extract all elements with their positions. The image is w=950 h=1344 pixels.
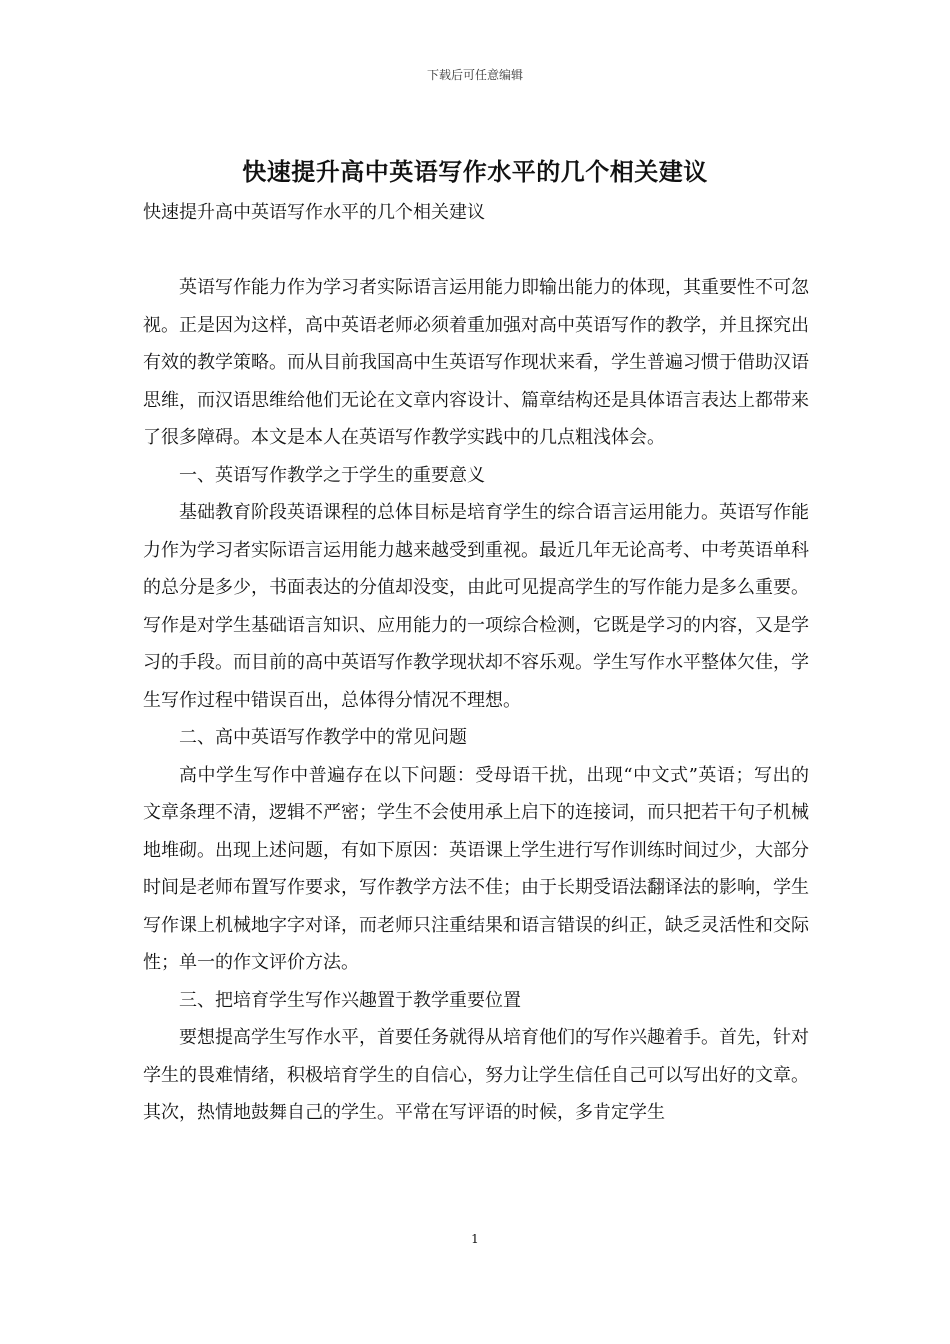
page-number: 1 xyxy=(471,1232,479,1246)
section-heading-1: 一、英语写作教学之于学生的重要意义 xyxy=(179,464,485,486)
header-note: 下载后可任意编辑 xyxy=(426,68,523,82)
section-heading-2: 二、高中英语写作教学中的常见问题 xyxy=(179,727,467,748)
paragraph-section-1: 基础教育阶段英语课程的总体目标是培育学生的综合语言运用能力。英语写作能力作为学习者实际语言运用能力越来越受到重视。最近几年无论高考、中考英语单科的总分是多少，书面表达的分值却没变，由此可见提高学生的写作能力是多么重要。写作是对学生基础语言知识、应用能力的一项综合检测，它既是学习的内容，又是学习的手段。而目前的高中英语写作教学现状却不容乐观。学生写作水平整体欠佳，学生写作过程中错误百出，总体得分情况不理想。 xyxy=(143,502,809,711)
document-subtitle: 快速提升高中英语写作水平的几个相关建议 xyxy=(143,202,485,223)
document-title: 快速提升高中英语写作水平的几个相关建议 xyxy=(242,157,708,186)
document-body xyxy=(143,269,809,1132)
paragraph-section-3: 要想提高学生写作水平，首要任务就得从培育他们的写作兴趣着手。首先，针对学生的畏难情绪，积极培育学生的自信心，努力让学生信任自己可以写出好的文章。其次，热情地鼓舞自己的学生。平常在写评语的时候，多肯定学生 xyxy=(143,1027,809,1123)
paragraph-intro: 英语写作能力作为学习者实际语言运用能力即输出能力的体现，其重要性不可忽视。正是因为这样，高中英语老师必须着重加强对高中英语写作的教学，并且探究出有效的教学策略。而从目前我国高中生英语写作现状来看，学生普遍习惯于借助汉语思维，而汉语思维给他们无论在文章内容设计、篇章结构还是具体语言表达上都带来了很多障碍。本文是本人在英语写作教学实践中的几点粗浅体会。 xyxy=(143,277,809,448)
paragraph-section-2: 高中学生写作中普遍存在以下问题：受母语干扰，出现“中文式”英语；写出的文章条理不清，逻辑不严密；学生不会使用承上启下的连接词，而只把若干句子机械地堆砌。出现上述问题，有如下原因：英语课上学生进行写作训练时间过少，大部分时间是老师布置写作要求，写作教学方法不佳；由于长期受语法翻译法的影响，学生写作课上机械地字字对译，而老师只注重结果和语言错误的纠正，缺乏灵活性和交际性；单一的作文评价方法。 xyxy=(143,764,809,973)
section-heading-3: 三、把培育学生写作兴趣置于教学重要位置 xyxy=(179,989,521,1011)
